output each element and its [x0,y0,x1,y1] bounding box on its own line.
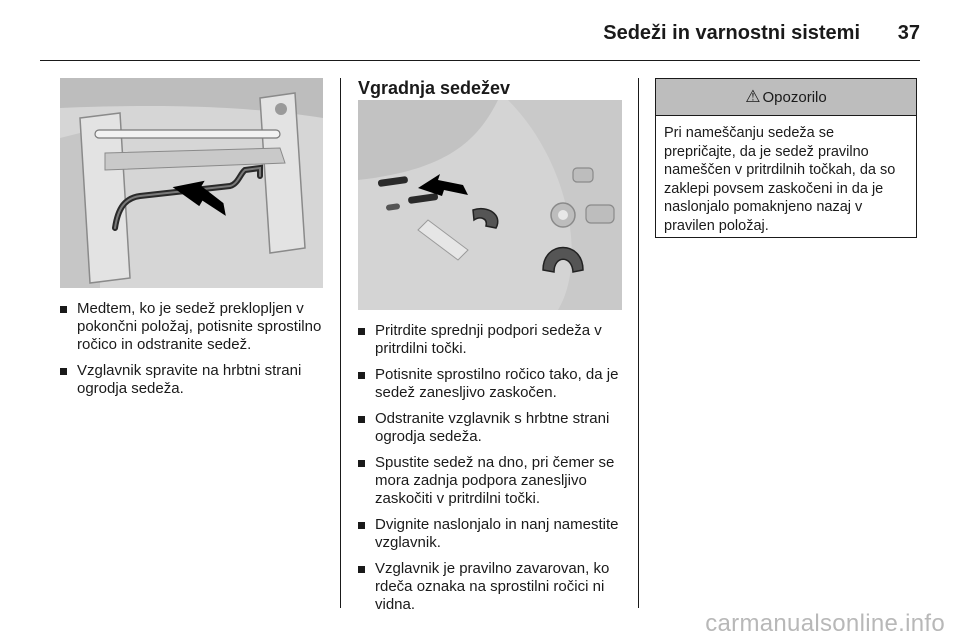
list-item: Odstranite vzglavnik s hrbtne strani ogrodja sedeža. [358,410,628,446]
header-divider [40,60,920,61]
page-header-title: Sedeži in varnostni sistemi [603,22,860,44]
list-item: Spustite sedež na dno, pri čemer se mora zadnja podpora zanesljivo zaskočiti v pritrdilni točki. [358,454,628,508]
list-item: Potisnite sprostilno ročico tako, da je sedež zanesljivo zaskočen. [358,366,628,402]
list-item: Pritrdite sprednji podpori sedeža v pritrdilni točki. [358,322,628,358]
bullet-square-icon [358,460,365,467]
list-item: Medtem, ko je sedež preklopljen v pokončni položaj, potisnite sprostilno ročico in odstranite sedež. [60,300,325,354]
installation-steps-list [358,322,628,622]
list-item: Vzglavnik spravite na hrbtni strani ogrodja sedeža. [60,362,325,398]
bullet-square-icon [358,416,365,423]
removal-steps-list [60,300,325,406]
warning-triangle-icon: ⚠ [745,87,761,106]
warning-header [656,79,916,116]
warning-text: Pri nameščanju sedeža se prepričajte, da je sedež pravilno nameščen v pritrdilnih točkah, da so zaklepi povsem zaskočeni in da je naslonjalo pomaknjeno nazaj v pravilen položaj. [664,125,896,234]
seat-anchor-points-illustration-icon [358,100,622,310]
seat-rail-lever-illustration-icon [60,78,323,288]
bullet-square-icon [60,368,67,375]
list-item: Vzglavnik je pravilno zavarovan, ko rdeča oznaka na sprostilni ročici ni vidna. [358,560,628,614]
column-divider [638,78,639,608]
watermark: carmanualsonline.info [705,610,945,637]
bullet-square-icon [358,522,365,529]
bullet-square-icon [358,328,365,335]
seat-installation-figure [358,100,622,310]
section-title: Vgradnja sedežev [358,78,511,98]
warning-title: Opozorilo [762,88,827,106]
column-divider [340,78,341,608]
seat-lever-figure [60,78,323,288]
bullet-square-icon [358,566,365,573]
bullet-square-icon [358,372,365,379]
list-item: Dvignite naslonjalo in nanj namestite vzglavnik. [358,516,628,552]
page-number: 37 [897,22,920,44]
warning-box [655,78,917,238]
bullet-square-icon [60,306,67,313]
